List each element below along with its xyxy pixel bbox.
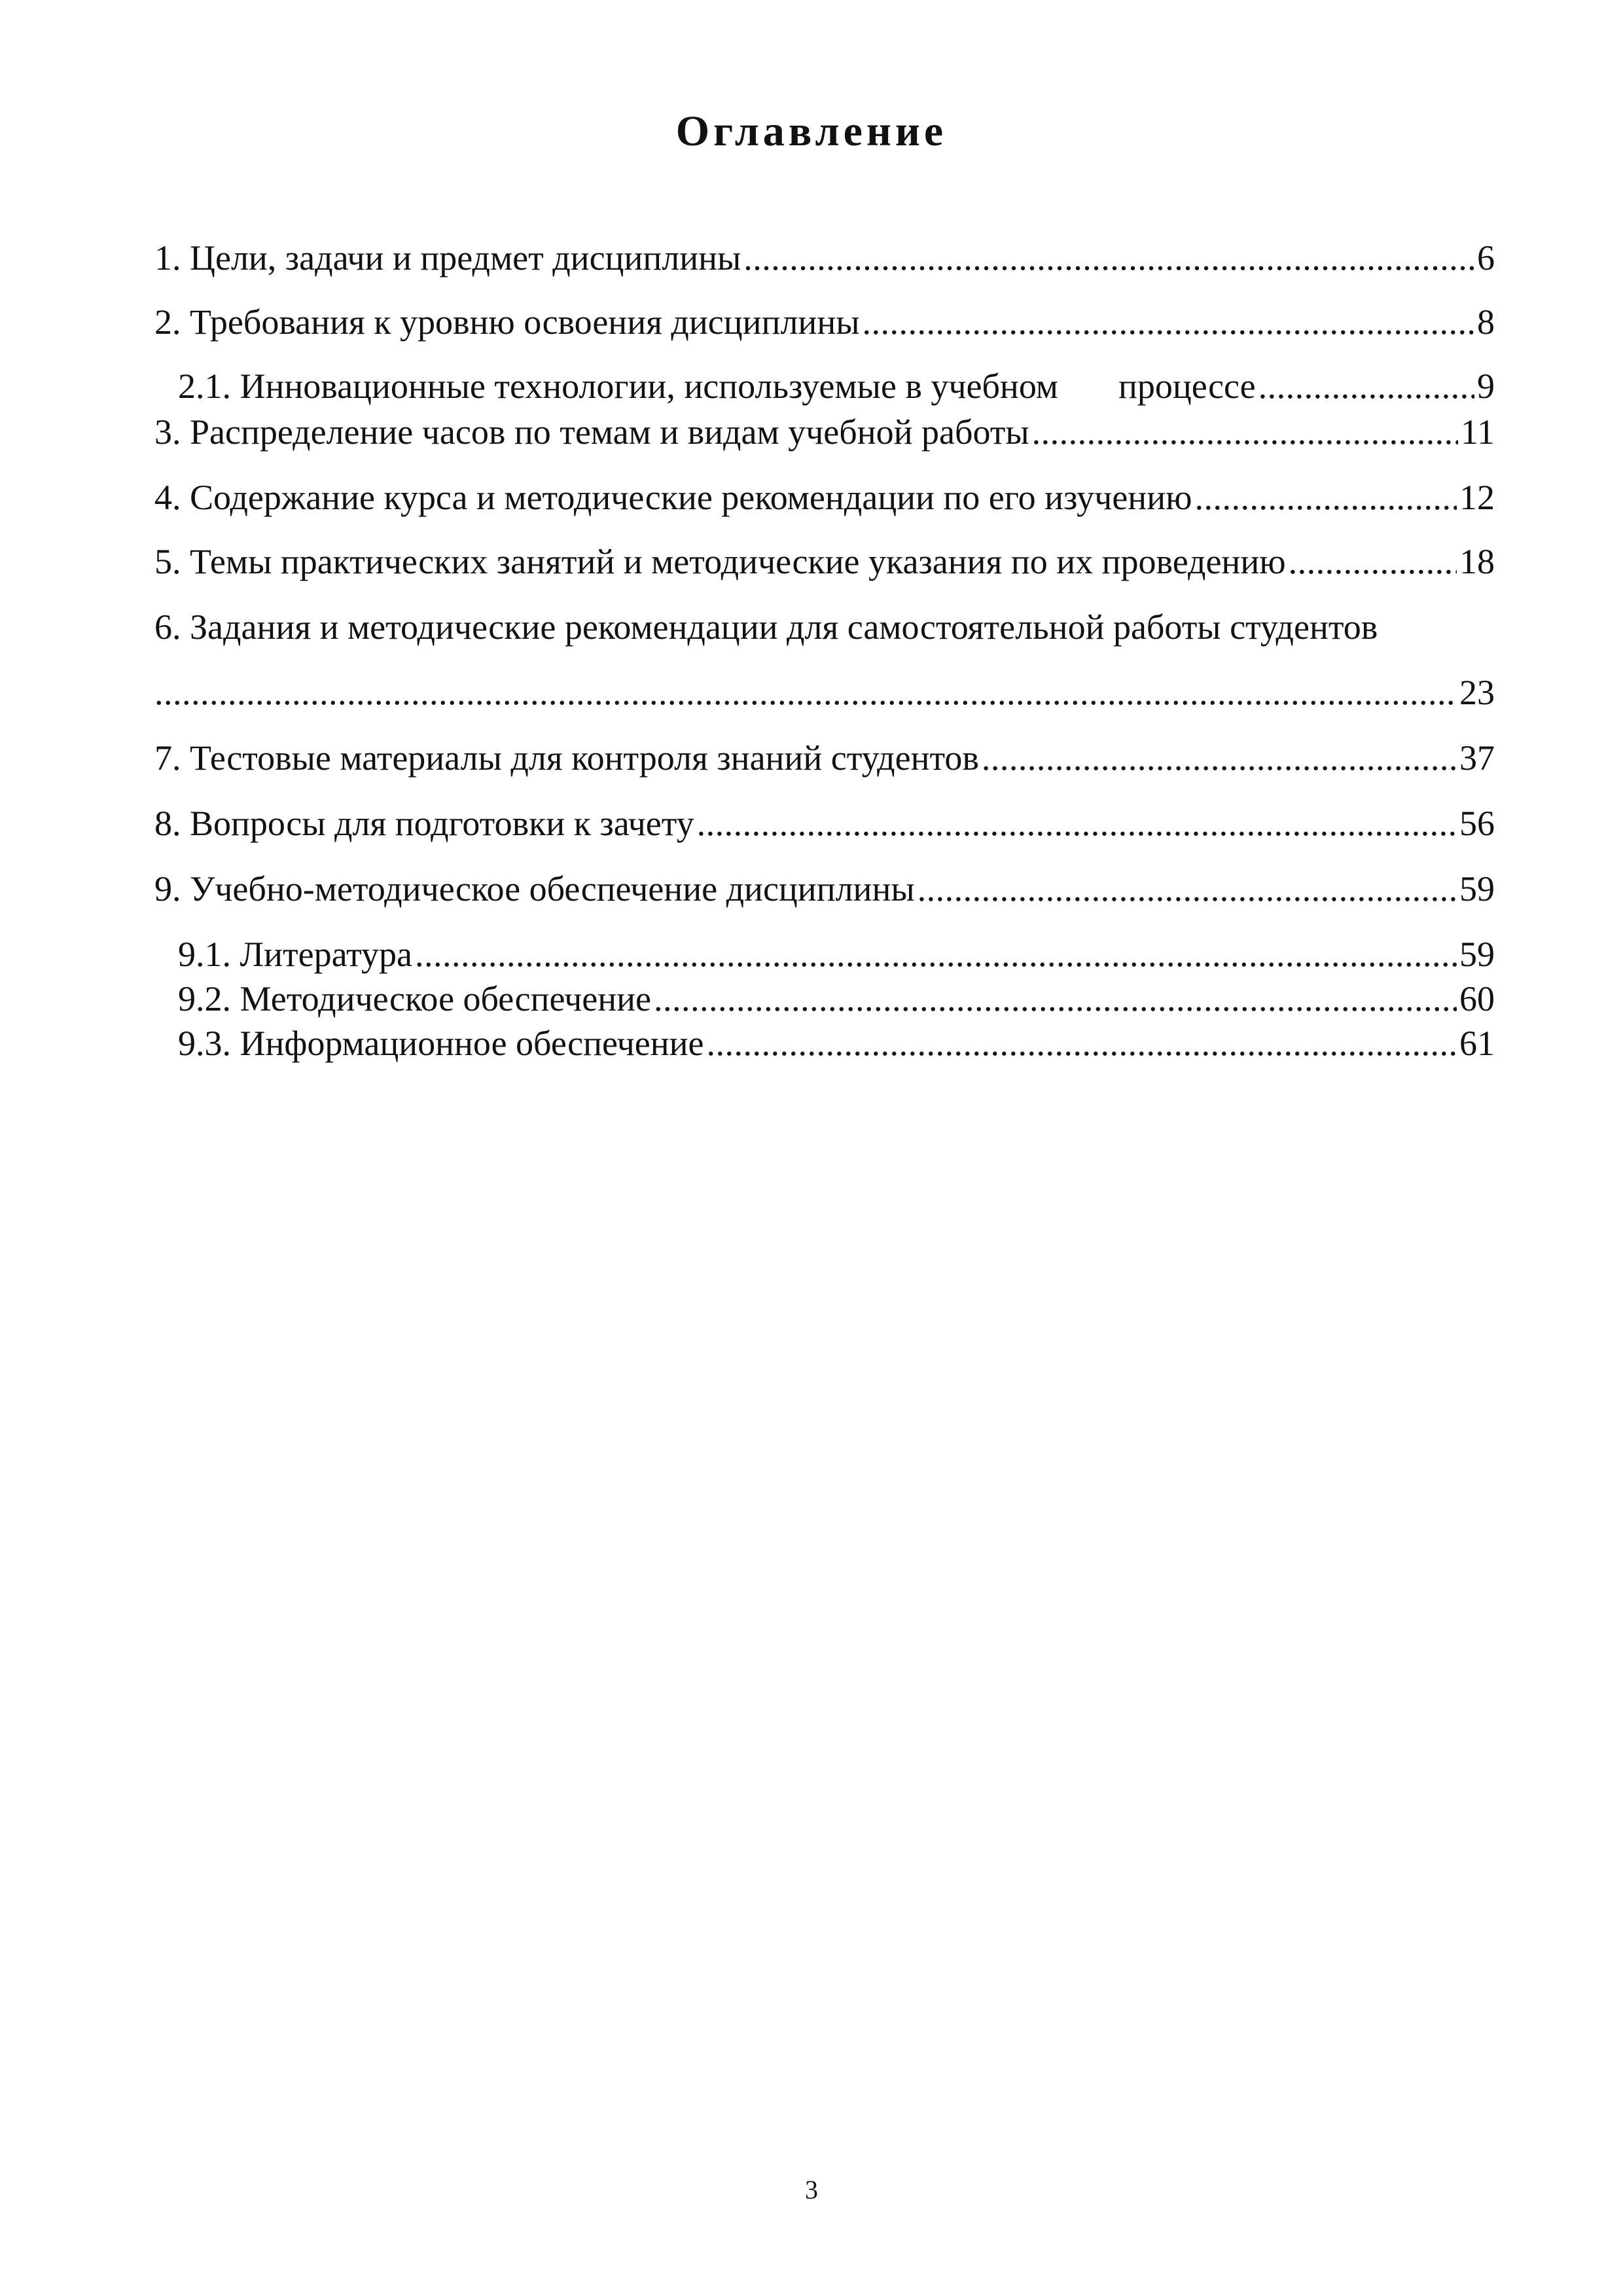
toc-entry-5[interactable]: [154, 541, 1495, 586]
toc-entry-page: 9: [1477, 367, 1495, 406]
toc-entry-text-part-a: 2.1. Инновационные технологии, используемые в учебном: [178, 367, 1058, 406]
toc-entry-page: 59: [1459, 935, 1495, 974]
toc-leader-dots: [863, 301, 1475, 344]
toc-entry-text: 2. Требования к уровню освоения дисциплины: [154, 302, 860, 342]
toc-entry-text-part-b: процессе: [1118, 367, 1256, 406]
toc-entry-page: 37: [1459, 738, 1495, 778]
toc-entry-page: 18: [1459, 542, 1495, 581]
page-number: 3: [805, 2175, 818, 2204]
toc-leader-dots: [697, 802, 1457, 845]
toc-entry-page: 6: [1477, 238, 1495, 278]
toc-entry-2[interactable]: [154, 301, 1495, 347]
toc-entry-6[interactable]: [154, 672, 1495, 717]
toc-entry-text: 9.3. Информационное обеспечение: [178, 1024, 704, 1063]
toc-entry-2-1[interactable]: [178, 365, 1495, 411]
toc-entry-6-title[interactable]: 6. Задания и методические рекомендации для самостоятельной работы студентов: [154, 607, 1378, 647]
toc-entry-9-2[interactable]: [178, 978, 1495, 1024]
toc-entry-page: 11: [1461, 412, 1495, 452]
toc-entry-page: 23: [1459, 673, 1495, 712]
toc-entry-text: 7. Тестовые материалы для контроля знаний студентов: [154, 738, 979, 778]
toc-leader-dots: [918, 868, 1457, 910]
toc-leader-dots: [1289, 541, 1457, 583]
toc-leader-dots: [1258, 365, 1474, 408]
toc-leader-dots: [415, 933, 1457, 976]
toc-entry-4[interactable]: [154, 476, 1495, 522]
toc-entry-9-1[interactable]: [178, 933, 1495, 979]
toc-entry-text: 8. Вопросы для подготовки к зачету: [154, 804, 694, 843]
toc-leader-dots: [654, 978, 1457, 1020]
toc-entry-text: 9. Учебно-методическое обеспечение дисциплины: [154, 869, 915, 908]
toc-leader-dots: [1032, 411, 1458, 454]
toc-entry-9[interactable]: [154, 868, 1495, 914]
toc-leader-dots: [1194, 476, 1457, 519]
toc-entry-page: 12: [1459, 478, 1495, 517]
toc-entry-3[interactable]: [154, 411, 1495, 457]
toc-entry-page: 8: [1477, 302, 1495, 342]
toc-entry-text: [178, 365, 1256, 408]
toc-leader-dots: [154, 672, 1457, 714]
toc-entry-page: 56: [1459, 804, 1495, 843]
toc-entry-text: 9.1. Литература: [178, 935, 413, 974]
toc-entry-text: 5. Темы практических занятий и методические указания по их проведению: [154, 542, 1286, 581]
toc-leader-dots: [743, 237, 1474, 279]
toc-entry-9-3[interactable]: [178, 1022, 1495, 1068]
toc-entry-page: 60: [1459, 979, 1495, 1018]
toc-entry-text: 9.2. Методическое обеспечение: [178, 979, 651, 1018]
toc-title: Оглавление: [675, 107, 948, 155]
toc-leader-dots: [982, 737, 1457, 780]
toc-entry-7[interactable]: [154, 737, 1495, 783]
toc-entry-text: 1. Цели, задачи и предмет дисциплины: [154, 238, 741, 278]
toc-entry-page: 59: [1459, 869, 1495, 908]
toc-leader-dots: [707, 1022, 1457, 1065]
toc-entry-text: 3. Распределение часов по темам и видам учебной работы: [154, 412, 1029, 452]
toc-entry-8[interactable]: [154, 802, 1495, 848]
toc-entry-1[interactable]: [154, 237, 1495, 283]
toc-entry-page: 61: [1459, 1024, 1495, 1063]
toc-entry-text: 4. Содержание курса и методические рекомендации по его изучению: [154, 478, 1192, 517]
